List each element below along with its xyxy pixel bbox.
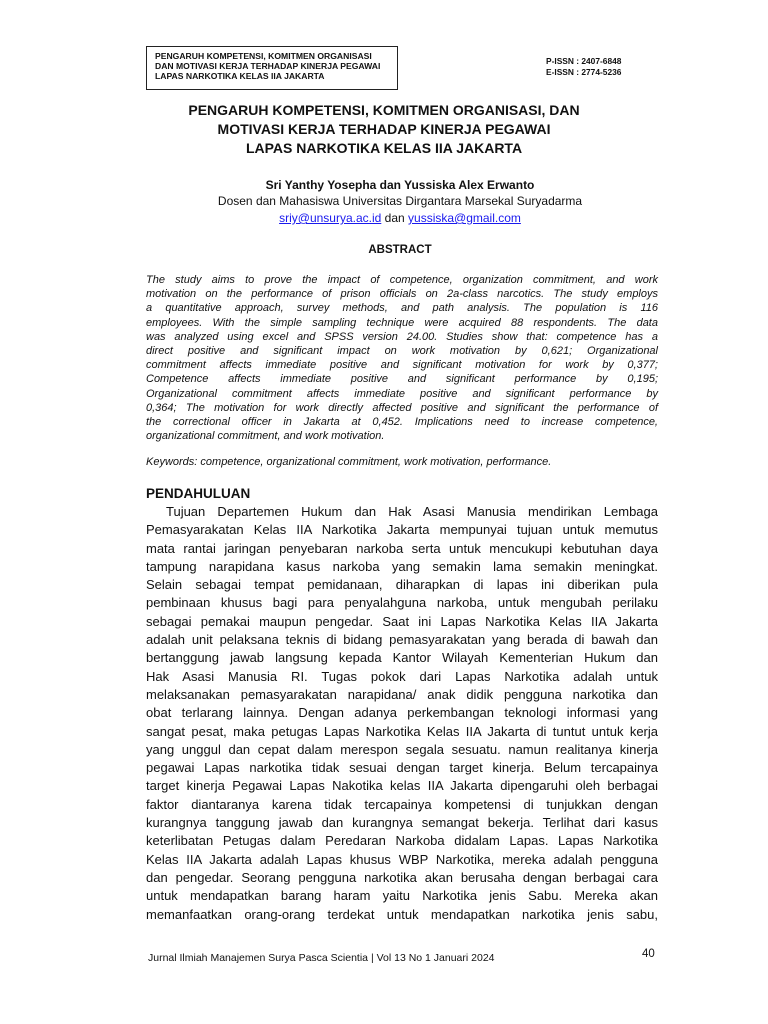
body-line: kurangnya tanggung jawab dan kurangnya semangat bekerja. Terlihat dari kasus [146, 815, 658, 831]
abstract-line: 0,364; The motivation for work directly affected positive and significant the performance of [146, 401, 658, 414]
email-conjunction: dan [381, 211, 409, 225]
body-line: sebagai pemakai maupun pengedar. Saat ini Lapas Narkotika Kelas IIA Jakarta [146, 613, 658, 629]
body-line: yang unggul dan cepat dalam merespon segala sesuatu. namun realitanya kinerja [146, 741, 658, 757]
journal-footer: Jurnal Ilmiah Manajemen Surya Pasca Scientia | Vol 13 No 1 Januari 2024 [148, 952, 495, 964]
running-header-box [146, 46, 398, 90]
abstract-line: Organizational commitment affects immediate positive and significant performance by [146, 387, 658, 400]
body-line: Hak Asasi Manusia RI. Tugas pokok dari Lapas Narkotika adalah untuk [146, 668, 658, 684]
body-line: sangat pesat, maka petugas Lapas Narkotika Kelas IIA Jakarta di tuntut untuk kerja [146, 723, 658, 739]
page-number: 40 [642, 948, 655, 960]
issn-block [546, 56, 621, 78]
body-line: mata rantai jaringan penyebaran narkoba serta untuk mencukupi kebutuhan daya [146, 540, 658, 556]
body-line: Pemasyarakatan Kelas IIA Narkotika Jakarta mempunyai tujuan untuk memutus [146, 522, 658, 538]
body-line: faktor diantaranya karena tidak tercapainya kompetensi di tunjukkan dengan [146, 796, 658, 812]
affiliation: Dosen dan Mahasiswa Universitas Dirgantara Marsekal Suryadarma [217, 194, 583, 208]
body-line: obat terlarang lainnya. Dengan adanya perkembangan teknologi informasi yang [146, 705, 658, 721]
paper-title [0, 101, 768, 158]
authors: Sri Yanthy Yosepha dan Yussiska Alex Erwanto [265, 178, 535, 192]
body-line: pembinaan khusus bagi para penyalahguna narkoba, untuk mengubah perilaku [146, 595, 658, 611]
body-line: bertanggung jawab langsung kepada Kantor Wilayah Kementerian Hukum dan [146, 650, 658, 666]
abstract-line: commitment affects immediate positive and significant motivation for work by 0,377; [146, 359, 658, 372]
abstract-line: motivation on the performance of prison officials on 2a-class narcotics. The study employs [146, 288, 658, 301]
abstract-line: Competence affects immediate positive and significant performance by 0,195; [146, 373, 658, 386]
section-title: PENDAHULUAN [146, 486, 251, 501]
body-line: untuk mendapatkan barang haram yaitu Narkotika jenis Sabu. Mereka akan [146, 888, 658, 904]
title-line: MOTIVASI KERJA TERHADAP KINERJA PEGAWAI [217, 121, 551, 137]
body-line: adalah unit pelaksana teknis di bidang pemasyarakatan yang berada di bawah dan [146, 632, 658, 648]
abstract-heading: ABSTRACT [368, 244, 432, 256]
author-emails [0, 211, 768, 225]
body-line: memanfaatkan orang-orang terdekat untuk mendapatkan narkotika jenis sabu, [146, 906, 658, 922]
abstract-line: a quantitative approach, survey methods, and path analysis. The population is 116 [146, 302, 658, 315]
body-line: target kinerja Pegawai Lapas Nakotika kelas IIA Jakarta dipengaruhi oleh berbagai [146, 778, 658, 794]
body-line: Selain sebagai tempat pemidanaan, diharapkan di lapas ini diberikan pula [146, 577, 658, 593]
body-line: pegawai Lapas narkotika tidak sesuai dengan target kinerja. Belum tercapainya [146, 760, 658, 776]
body-line: Kelas IIA Jakarta adalah Lapas khusus WBP Narkotika, mereka adalah pengguna [146, 851, 658, 867]
title-line: PENGARUH KOMPETENSI, KOMITMEN ORGANISASI, DAN [188, 102, 580, 118]
body-line: keterlibatan Petugas dalam Peredaran Narkoba didalam Lapas. Lapas Narkotika [146, 833, 658, 849]
body-line: Tujuan Departemen Hukum dan Hak Asasi Manusia mendirikan Lembaga [166, 504, 658, 519]
body-line: dan pengedar. Seorang pengguna narkotika akan berusaha dengan berbagai cara [146, 869, 658, 885]
abstract-line: employees. With the simple sampling technique were acquired 88 respondents. The data [146, 316, 658, 329]
body-line: tampung narapidana kasus narkoba yang semakin lama semakin meningkat. [146, 558, 658, 574]
abstract-line: the correctional officer in Jakarta at 0,452. Implications need to increase competence, [146, 415, 658, 428]
abstract-line: was analyzed using excel and SPSS version 24.00. Studies show that: competence has a [146, 330, 658, 343]
abstract-line: direct positive and significant impact on work motivation by 0,621; Organizational [146, 344, 658, 357]
email-link-2[interactable]: yussiska@gmail.com [408, 211, 521, 225]
abstract-line: The study aims to prove the impact of competence, organization commitment, and work [146, 274, 658, 286]
keywords: Keywords: competence, organizational commitment, work motivation, performance. [146, 456, 552, 468]
abstract-line: organizational commitment, and work motivation. [146, 430, 385, 443]
running-header-line: PENGARUH KOMPETENSI, KOMITMEN ORGANISASI [155, 51, 372, 61]
section-body [146, 503, 658, 924]
e-issn: E-ISSN : 2774-5236 [546, 67, 622, 77]
running-header-line: DAN MOTIVASI KERJA TERHADAP KINERJA PEGAWAI [155, 61, 381, 72]
email-link-1[interactable]: sriy@unsurya.ac.id [279, 211, 382, 225]
abstract-text [146, 273, 658, 443]
title-line: LAPAS NARKOTIKA KELAS IIA JAKARTA [245, 140, 523, 156]
body-line: melaksanakan pemasyarakatan narapidana/ anak didik pengguna narkotika dan [146, 686, 658, 702]
running-header-line: LAPAS NARKOTIKA KELAS IIA JAKARTA [155, 71, 325, 82]
p-issn: P-ISSN : 2407-6848 [546, 56, 622, 66]
